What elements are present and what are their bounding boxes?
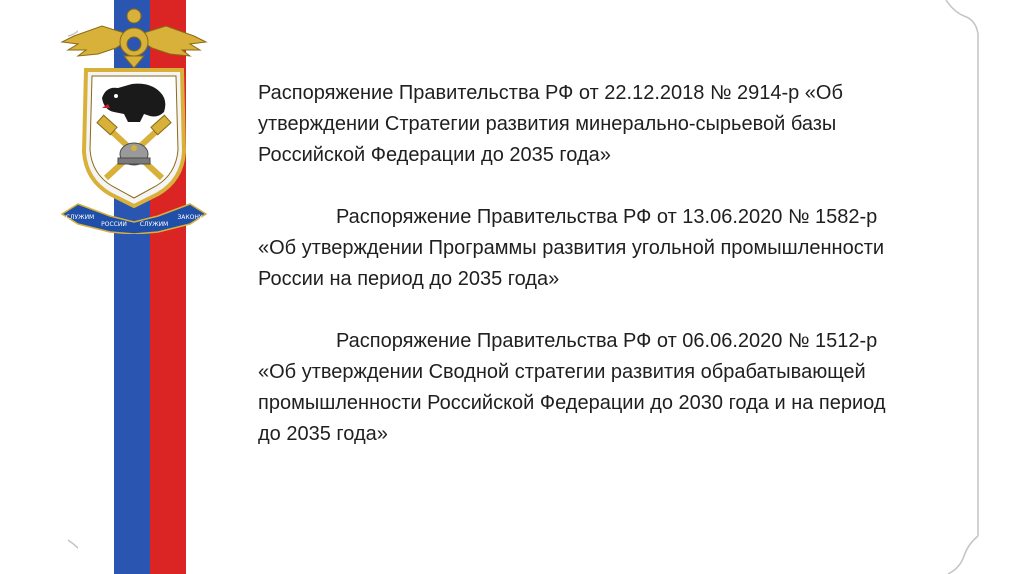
- ribbon-text-1: СЛУЖИМ: [65, 214, 95, 221]
- ribbon-text-4: ЗАКОНУ: [177, 214, 203, 221]
- emblem-logo: [58, 2, 210, 234]
- ribbon-text-3: СЛУЖИМ: [139, 221, 169, 228]
- document-body: [258, 78, 898, 450]
- paragraph-order-1582: Распоряжение Правительства РФ от 13.06.2020 № 1582-р «Об утверждении Программы развития угольной промышленности России на период до 2035 года»: [258, 206, 885, 290]
- ribbon-text-2: РОССИИ: [101, 221, 127, 228]
- paragraph-order-2914: Распоряжение Правительства РФ от 22.12.2018 № 2914-р «Об утверждении Стратегии развития минерально-сырьевой базы Российской Федерации до 2035 года»: [258, 82, 843, 166]
- paragraph-order-1512: Распоряжение Правительства РФ от 06.06.2020 № 1512-р «Об утверждении Сводной стратегии развития обрабатывающей промышленности Российской Федерации до 2030 года и на период до 2035 года»: [258, 330, 886, 445]
